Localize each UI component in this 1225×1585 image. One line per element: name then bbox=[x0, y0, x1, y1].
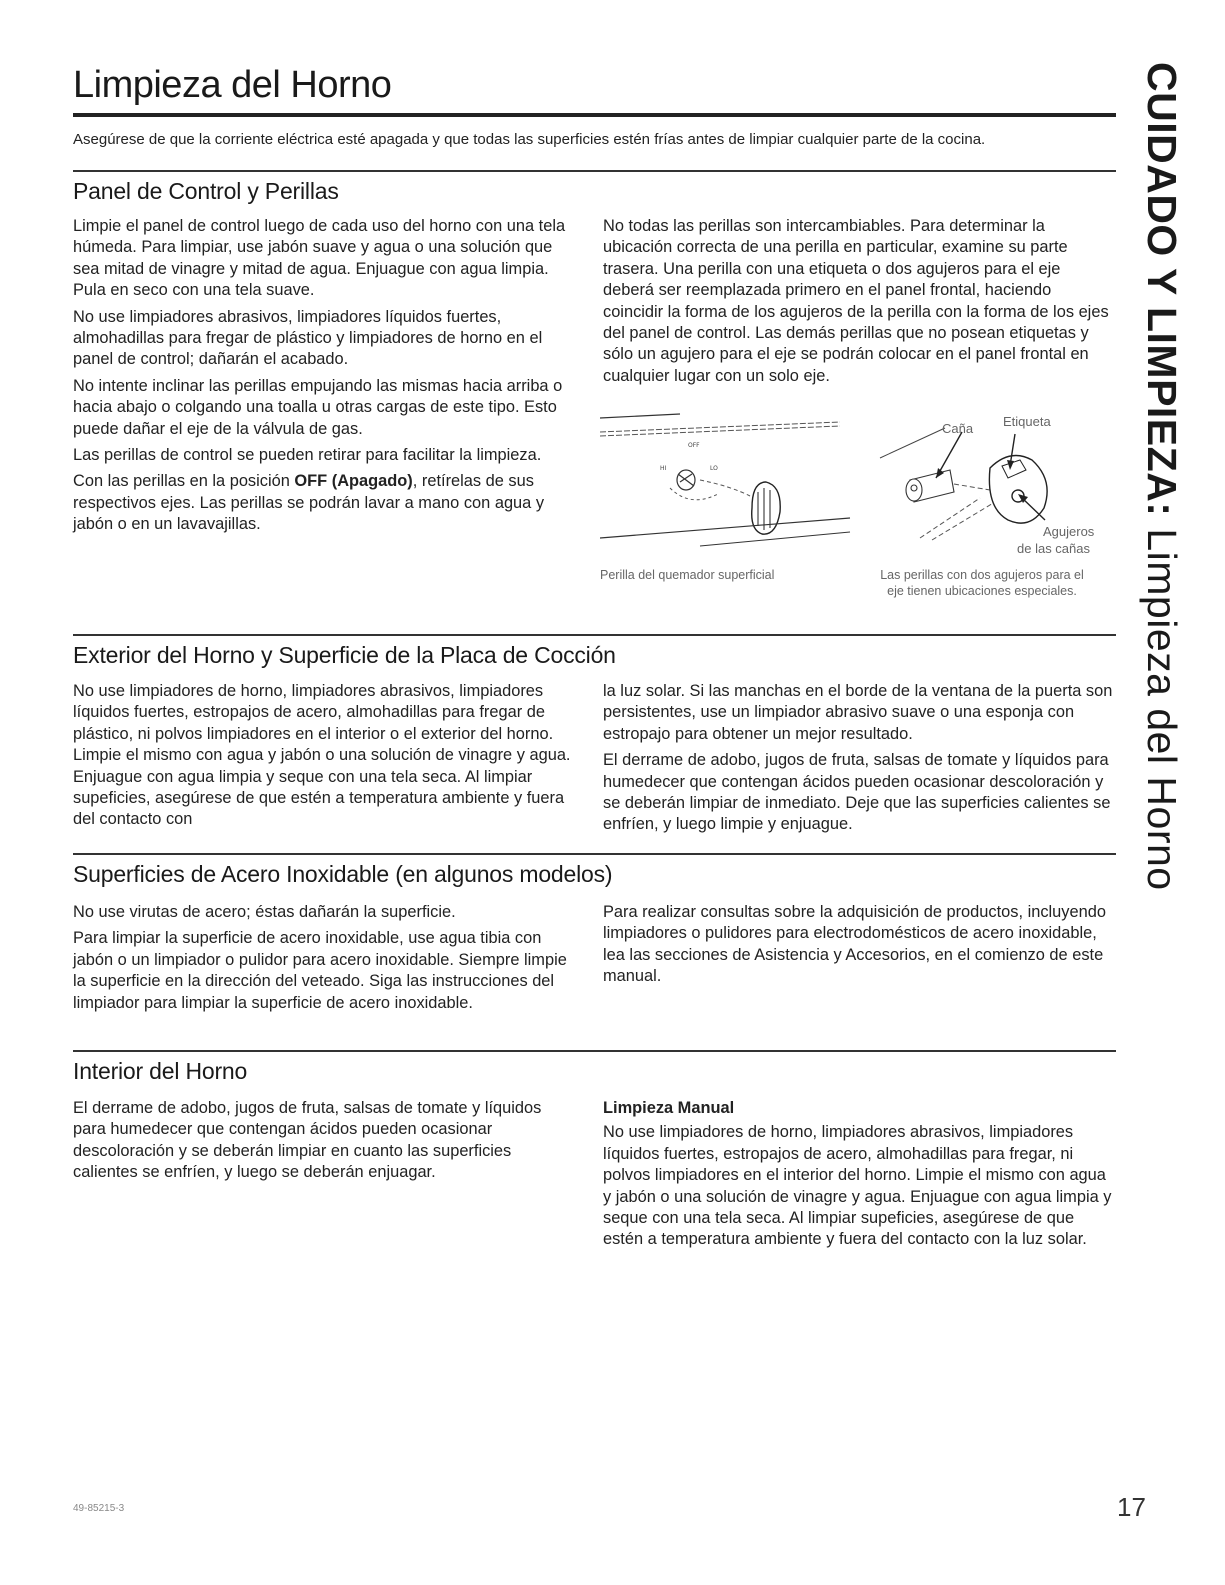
label-agujeros: Agujeros bbox=[1043, 524, 1095, 539]
side-tab bbox=[1137, 62, 1187, 891]
paragraph: No use limpiadores abrasivos, limpiadores líquidos fuertes, almohadillas para fregar de plástico y limpiadores de horno en el panel de control; dañarán el acabado. bbox=[73, 307, 543, 369]
panel-right-column bbox=[603, 216, 1113, 392]
figure-caption: Perilla del quemador superficial bbox=[600, 568, 775, 582]
divider bbox=[73, 853, 1116, 855]
side-tab-light: Limpieza del Horno bbox=[1139, 516, 1185, 891]
off-mark: OFF bbox=[688, 442, 700, 449]
page-number: 17 bbox=[1117, 1492, 1146, 1522]
section-title-acero: Superficies de Acero Inoxidable (en algunos modelos) bbox=[73, 861, 613, 887]
interior-right-column bbox=[603, 1098, 1113, 1256]
paragraph-text: , retírelas de sus respectivos ejes. Las perillas se podrán lavar a mano con agua y jabón o en un lavavajillas. bbox=[73, 472, 545, 534]
divider bbox=[73, 170, 1116, 172]
paragraph: No use limpiadores de horno, limpiadores abrasivos, limpiadores líquidos fuertes, estropajos de acero, almohadillas para fregar, ni polvos limpiadores en el interior del horno. Limpie el mismo con agua y jabón o una solución de vinagre y agua. Enjuague con agua limpia y seque con una tela seca. Al limpiar supeficies, asegúrese de que estén a temperatura ambiente y fuera del contacto con la luz solar. bbox=[603, 1123, 1112, 1249]
paragraph: la luz solar. Si las manchas en el borde de la ventana de la puerta son persistentes, use un limpiador abrasivo suave o una esponja con estropajo para obtener un mejor resultado. bbox=[603, 682, 1113, 743]
paragraph: Para realizar consultas sobre la adquisición de productos, incluyendo limpiadores o pulidores para electrodomésticos de acero inoxidable, lea las secciones de Asistencia y Accesorios, en el comienzo de este manual. bbox=[603, 903, 1106, 986]
paragraph: Limpie el panel de control luego de cada uso del horno con una tela húmeda. Para limpiar, use jabón suave y agua o una solución que sea mitad de vinagre y mitad de agua. Enjuague con agua limpia. Pula en seco con una tela suave. bbox=[73, 217, 566, 300]
paragraph bbox=[73, 471, 573, 535]
lo-mark: LO bbox=[710, 465, 718, 472]
figure-caption: Las perillas con dos agujeros para el eje tienen ubicaciones especiales. bbox=[880, 568, 1084, 598]
section-title-panel: Panel de Control y Perillas bbox=[73, 178, 339, 204]
section-title-exterior: Exterior del Horno y Superficie de la Placa de Cocción bbox=[73, 642, 616, 668]
paragraph: El derrame de adobo, jugos de fruta, salsas de tomate y líquidos para humedecer que contengan ácidos pueden ocasionar descoloración y se deberán limpiar de inmediato. Deje que las superficies calientes se enfríen, y luego limpie y enjuague. bbox=[603, 751, 1111, 834]
off-label: OFF (Apagado) bbox=[294, 472, 413, 491]
title-rule bbox=[73, 113, 1116, 117]
paragraph: No use limpiadores de horno, limpiadores abrasivos, limpiadores líquidos fuertes, estropajos de acero, almohadillas para fregar de plástico, ni polvos limpiadores en el interior o el exterior del horno. Limpie el mismo con agua y jabón o una solución de vinagre y agua. Enjuague con agua limpia y seque con una tela seca. Al limpiar supeficies, asegúrese de que estén a temperatura ambiente y fuera del contacto con bbox=[73, 682, 571, 829]
paragraph-text: Con las perillas en la posición bbox=[73, 472, 295, 491]
exterior-right-column bbox=[603, 681, 1113, 841]
exterior-left-column bbox=[73, 681, 573, 836]
paragraph: No intente inclinar las perillas empujando las mismas hacia arriba o hacia abajo o colgando una toalla u otras cargas de este tipo. Esto puede dañar el eje de la válvula de gas. bbox=[73, 376, 563, 438]
panel-left-column bbox=[73, 216, 573, 541]
document-code: 49-85215-3 bbox=[73, 1503, 125, 1514]
burner-knob-illustration bbox=[600, 408, 860, 558]
label-etiqueta: Etiqueta bbox=[1003, 414, 1051, 429]
label-canas: de las cañas bbox=[1017, 541, 1090, 556]
paragraph: El derrame de adobo, jugos de fruta, salsas de tomate y líquidos para humedecer que contengan ácidos pueden ocasionar descoloración y se deberán limpiar en cuanto las superficies calientes se enfríen, y luego se deberán enjuagar. bbox=[73, 1099, 542, 1182]
intro-text: Asegúrese de que la corriente eléctrica esté apagada y que todas las superficies estén frías antes de limpiar cualquier parte de la cocina. bbox=[73, 131, 986, 148]
paragraph: Las perillas de control se pueden retirar para facilitar la limpieza. bbox=[73, 446, 542, 465]
acero-right-column bbox=[603, 902, 1113, 993]
sub-heading-limpieza-manual: Limpieza Manual bbox=[603, 1099, 735, 1117]
side-tab-bold: CUIDADO Y LIMPIEZA: bbox=[1139, 62, 1185, 517]
section-title-interior: Interior del Horno bbox=[73, 1058, 248, 1084]
acero-left-column bbox=[73, 902, 573, 1019]
paragraph: Para limpiar la superficie de acero inoxidable, use agua tibia con jabón o un limpiador o pulidor para acero inoxidable. Siempre limpie la superficie en la dirección del veteado. Siga las instrucciones del limpiador para limpiar la superficie de acero inoxidable. bbox=[73, 929, 567, 1012]
label-cana: Caña bbox=[942, 421, 974, 436]
divider bbox=[73, 1050, 1116, 1052]
paragraph: No todas las perillas son intercambiables. Para determinar la ubicación correcta de una perilla en particular, examine su parte trasera. Una perilla con una etiqueta o dos agujeros para el eje deberá ser reemplazada primero en el panel frontal, haciendo coincidir la forma de los agujeros de la perilla con la forma de los ejes del panel de control. Las demás perillas que no posean etiquetas y sólo un agujero para el eje se podrán colocar en el panel frontal en cualquier lugar con un solo eje. bbox=[603, 217, 1109, 385]
interior-left-column bbox=[73, 1098, 573, 1189]
page-title: Limpieza del Horno bbox=[73, 64, 392, 106]
paragraph: No use virutas de acero; éstas dañarán la superficie. bbox=[73, 903, 456, 921]
hi-mark: HI bbox=[660, 465, 667, 472]
divider bbox=[73, 634, 1116, 636]
